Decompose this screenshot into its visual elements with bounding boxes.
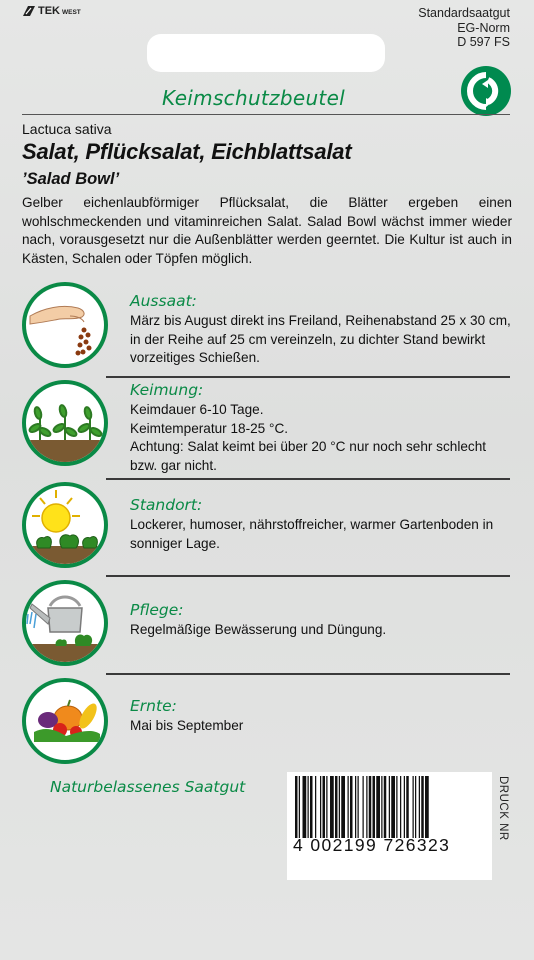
barcode-bar xyxy=(310,776,313,838)
variety-name: ’Salad Bowl’ xyxy=(22,170,120,188)
barcode-bar xyxy=(415,776,416,838)
section-divider xyxy=(106,376,510,378)
section-heading: Standort: xyxy=(130,496,203,514)
divider xyxy=(22,114,510,115)
barcode-bar xyxy=(413,776,414,838)
section-text: Mai bis September xyxy=(130,718,244,733)
latin-name: Lactuca sativa xyxy=(22,121,112,137)
section-keimung xyxy=(130,381,515,475)
barcode-bar xyxy=(363,776,364,838)
barcode-bar xyxy=(419,776,420,838)
section-heading: Pflege: xyxy=(130,601,184,619)
brand-name: TEK xyxy=(38,5,60,17)
brand-sub: WEST xyxy=(62,8,81,16)
green-dot-recycling-icon xyxy=(461,66,511,116)
barcode-bar xyxy=(295,776,298,838)
barcode-bar xyxy=(315,776,316,838)
product-title: Salat, Pflücksalat, Eichblattsalat xyxy=(22,139,352,164)
barcode-bar xyxy=(404,776,405,838)
section-heading: Ernte: xyxy=(130,697,177,715)
barcode-bar xyxy=(376,776,380,838)
section-text: Regelmäßige Bewässerung und Düngung. xyxy=(130,622,387,637)
seedlings-icon xyxy=(22,380,108,466)
barcode-bar xyxy=(396,776,397,838)
harvest-vegetables-icon xyxy=(22,678,108,764)
sowing-hand-icon xyxy=(22,282,108,368)
packet-label: Keimschutzbeutel xyxy=(162,86,346,110)
standard-info xyxy=(418,6,510,50)
barcode-bar xyxy=(381,776,382,838)
barcode-bar xyxy=(358,776,359,838)
barcode-bar xyxy=(335,776,338,838)
label-window xyxy=(147,34,385,72)
barcode-bar xyxy=(320,776,321,838)
barcode-bar xyxy=(369,776,372,838)
barcode-bar xyxy=(406,776,409,838)
section-text: März bis August direkt ins Freiland, Reihenabstand 25 x 30 cm, in der Reihe auf 25 cm vereinzeln, zu dichter Stand bewirkt vorzeitiges Schießen. xyxy=(130,313,511,366)
section-heading: Keimung: xyxy=(130,381,204,399)
barcode-bar xyxy=(384,776,387,838)
standard-line: EG-Norm xyxy=(457,20,510,35)
section-divider xyxy=(106,575,510,577)
barcode-bar xyxy=(326,776,327,838)
barcode-number: 4 002199 726323 xyxy=(293,835,451,855)
watering-can-icon xyxy=(22,580,108,666)
barcode-bar xyxy=(323,776,326,838)
section-standort xyxy=(130,496,515,553)
barcode-bar xyxy=(400,776,401,838)
section-text: Keimdauer 6-10 Tage. Keimtemperatur 18-25 °C. Achtung: Salat keimt bei über 20 °C nur noch sehr schlecht bzw. gar nicht. xyxy=(130,402,487,473)
brand-logo xyxy=(22,5,81,17)
barcode-bar xyxy=(330,776,334,838)
barcode-bar xyxy=(341,776,345,838)
barcode-bar xyxy=(350,776,353,838)
barcode-bar xyxy=(366,776,367,838)
barcode-bar xyxy=(348,776,349,838)
barcode xyxy=(287,772,492,880)
product-description: Gelber eichenlaubförmiger Pflücksalat, die Blätter ergeben einen wohlschmeckenden und vitaminreichen Salat. Salad Bowl wächst immer wieder nach, vorausgesetzt nur die Außenblätter werden geerntet. Die Kultur ist auch in Kästen, Schalen oder Töpfen möglich. xyxy=(22,195,512,266)
barcode-bar xyxy=(391,776,395,838)
section-divider xyxy=(106,478,510,480)
section-pflege xyxy=(130,601,515,640)
section-aussaat xyxy=(130,292,515,368)
leaf-logo-icon xyxy=(22,5,36,17)
standard-line: D 597 FS xyxy=(457,35,510,49)
section-text: Lockerer, humoser, nährstoffreicher, warmer Gartenboden in sonniger Lage. xyxy=(130,517,494,551)
barcode-bar xyxy=(425,776,429,838)
barcode-bar xyxy=(355,776,356,838)
section-divider xyxy=(106,673,510,675)
barcode-bar xyxy=(299,776,300,838)
standard-line: Standardsaatgut xyxy=(418,6,510,20)
barcode-bar xyxy=(308,776,309,838)
barcode-bar xyxy=(373,776,376,838)
barcode-bar xyxy=(303,776,307,838)
section-ernte xyxy=(130,697,515,736)
barcode-bar xyxy=(421,776,424,838)
sun-plants-icon xyxy=(22,482,108,568)
natural-seed-label: Naturbelassenes Saatgut xyxy=(50,778,246,796)
barcode-bar xyxy=(339,776,340,838)
barcode-bar xyxy=(389,776,390,838)
section-heading: Aussaat: xyxy=(130,292,197,310)
print-number-label: DRUCK NR xyxy=(497,776,509,841)
